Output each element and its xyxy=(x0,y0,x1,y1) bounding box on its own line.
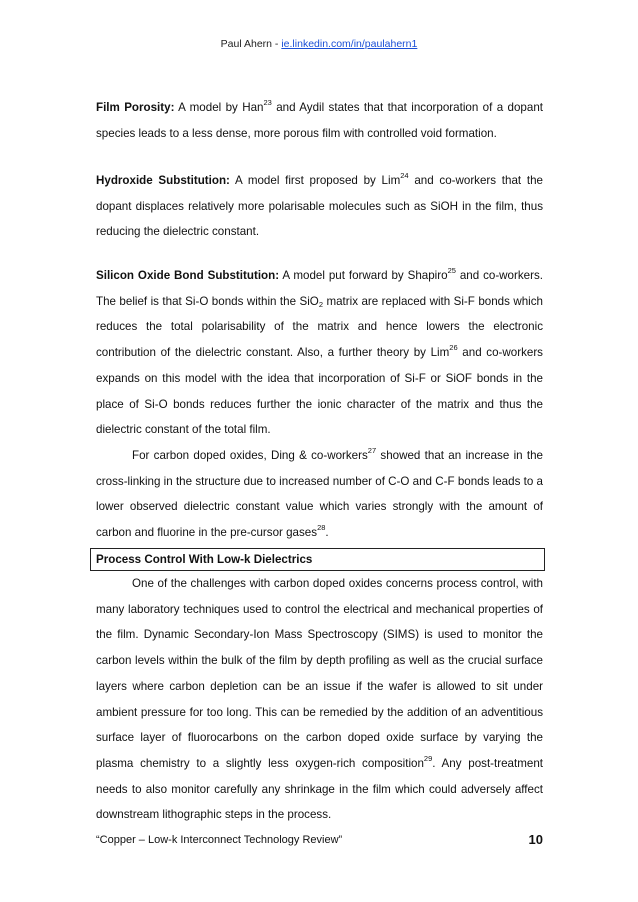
hydroxide-paragraph xyxy=(96,168,543,245)
film-porosity-text-1: A model by Han xyxy=(174,101,264,114)
header-author: Paul Ahern - xyxy=(220,38,282,50)
silicon-text-2: and co-workers. The belief is that Si-O bonds within the SiO xyxy=(96,269,543,308)
film-porosity-paragraph xyxy=(96,95,543,146)
subscript-2: 2 xyxy=(318,299,323,309)
footer-title: “Copper – Low-k Interconnect Technology Review” xyxy=(96,834,343,846)
ref-23: 23 xyxy=(263,98,272,107)
ref-28: 28 xyxy=(317,523,326,533)
silicon-text-4: and co-workers expands on this model with the idea that incorporation of Si-F or SiOF bonds in the place of Si-O bonds reduces further the ionic character of the matrix and thus the dielectric constant of the total film. xyxy=(96,346,543,437)
ref-27: 27 xyxy=(367,445,377,455)
hydroxide-text-1: A model first proposed by Lim xyxy=(229,174,401,187)
carbon-paragraph xyxy=(96,443,543,546)
hydroxide-text-2: and co-workers that the dopant displaces relatively more polarisable molecules such as SiOH in the film, thus reducing the dielectric constant. xyxy=(96,174,543,239)
silicon-text-3: matrix are replaced with Si-F bonds which reduces the total polarisability of the matrix and hence lowers the electronic contribution of the dielectric constant. Also, a further theory by Lim xyxy=(96,294,543,360)
page-footer xyxy=(96,834,543,846)
carbon-text-3: . xyxy=(325,526,329,540)
film-porosity-text-2: and Aydil states that that incorporation of a dopant species leads to a less dense, more porous film with controlled void formation. xyxy=(96,101,543,140)
process-text-2: . Any post-treatment needs to also monitor carefully any shrinkage in the film which could adversely affect downstream lithographic steps in the process. xyxy=(96,756,543,822)
page-header xyxy=(0,38,638,50)
process-control-paragraph xyxy=(96,571,543,828)
ref-29: 29 xyxy=(423,753,433,763)
film-porosity-label: Film Porosity: xyxy=(96,101,175,114)
carbon-text-1: For carbon doped oxides, Ding & co-workers xyxy=(132,448,368,462)
ref-25: 25 xyxy=(447,266,456,275)
process-text-1: One of the challenges with carbon doped oxides concerns process control, with many laboratory techniques used to control the electrical and mechanical properties of the film. Dynamic Secondary-Ion Mass Spectroscopy (SIMS) is used to monitor the carbon levels within the bulk of the film by depth profiling as well as the crucial surface layers where carbon depletion can be an issue if the wafer is allowed to sit under ambient pressure for too long. This can be remedied by the addition of an adventitious surface layer of fluorocarbons on the carbon doped oxide surface by varying the plasma chemistry to a slightly less oxygen-rich composition xyxy=(96,577,543,770)
ref-26: 26 xyxy=(449,343,458,353)
linkedin-link[interactable]: ie.linkedin.com/in/paulahern1 xyxy=(281,38,418,50)
carbon-text-2: showed that an increase in the cross-linking in the structure due to increased number of C-O and C-F bonds leads to a lower observed dielectric constant value which varies strongly with the amount of carbon and fluorine in the pre-cursor gases xyxy=(96,448,543,540)
silicon-oxide-paragraph xyxy=(96,263,543,546)
page-number: 10 xyxy=(528,832,543,847)
silicon-text-1: A model put forward by Shapiro xyxy=(279,269,448,282)
ref-24: 24 xyxy=(400,171,409,180)
hydroxide-label: Hydroxide Substitution: xyxy=(96,174,230,187)
silicon-label: Silicon Oxide Bond Substitution: xyxy=(96,269,280,282)
section-heading: Process Control With Low-k Dielectrics xyxy=(90,548,545,571)
